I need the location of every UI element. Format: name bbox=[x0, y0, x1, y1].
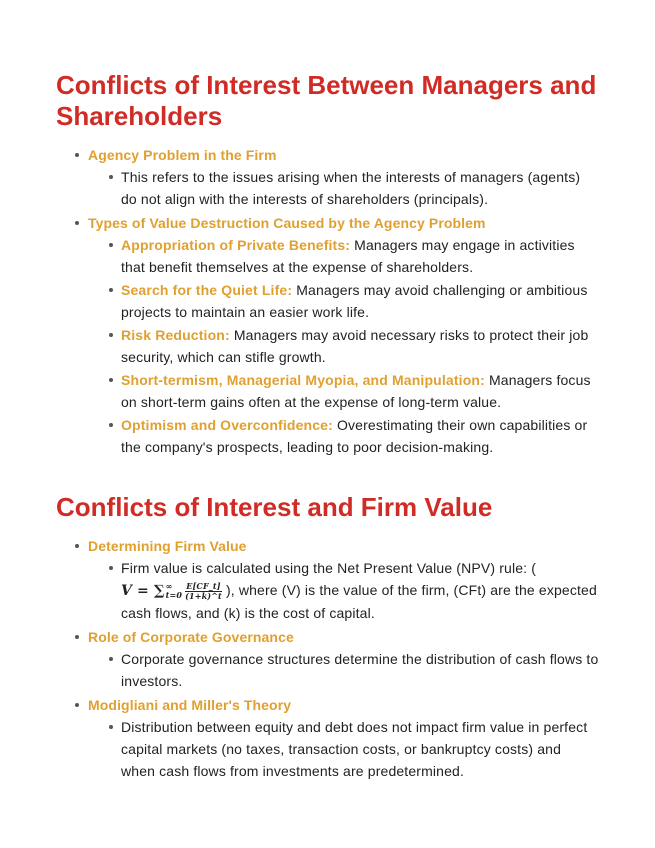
sub-item bbox=[88, 557, 599, 624]
sub-item-text: This refers to the issues arising when the interests of managers (agents) do not align with the interests of shareholders (principals). bbox=[121, 169, 581, 207]
section-heading: Conflicts of Interest and Firm Value bbox=[56, 492, 493, 522]
list-item bbox=[0, 144, 655, 210]
sub-item-text: Corporate governance structures determine the distribution of cash flows to investors. bbox=[121, 651, 599, 689]
sub-item-key: Appropriation of Private Benefits: bbox=[121, 237, 351, 253]
sub-item-text: Distribution between equity and debt does not impact firm value in perfect capital markets (no taxes, transaction costs, or bankruptcy costs) and when cash flows from investments are predetermined. bbox=[121, 719, 588, 779]
item-label: Determining Firm Value bbox=[88, 538, 247, 554]
sub-item-text: Overestimating their own capabilities or the company's prospects, leading to poor decision-making. bbox=[121, 417, 588, 455]
formula-sup: ∞ bbox=[165, 581, 173, 591]
section-heading: Conflicts of Interest Between Managers and Shareholders bbox=[56, 70, 597, 131]
sub-item-text: Firm value is calculated using the Net Present Value (NPV) rule: ( bbox=[121, 560, 537, 576]
item-label: Modigliani and Miller's Theory bbox=[88, 697, 292, 713]
sub-item bbox=[88, 279, 599, 323]
sub-item bbox=[88, 234, 599, 278]
sub-item-key: Short-termism, Managerial Myopia, and Manipulation: bbox=[121, 372, 485, 388]
sub-item-key: Optimism and Overconfidence: bbox=[121, 417, 333, 433]
sub-item-text: ), where (V) is the value of the firm, (CFt) are the expected cash flows, and (k) is the cost of capital. bbox=[121, 582, 597, 621]
list-item bbox=[0, 694, 655, 782]
formula-limits bbox=[166, 582, 182, 600]
sub-item bbox=[88, 414, 599, 458]
section-2-list bbox=[0, 535, 655, 782]
formula-fraction bbox=[185, 582, 222, 601]
sub-item bbox=[88, 369, 599, 413]
list-item bbox=[0, 535, 655, 624]
sub-item-key: Search for the Quiet Life: bbox=[121, 282, 293, 298]
formula-denominator: (1+k)^t bbox=[185, 590, 222, 601]
npv-formula bbox=[121, 580, 222, 601]
item-label: Role of Corporate Governance bbox=[88, 629, 294, 645]
formula-lhs: V = ∑ bbox=[121, 583, 165, 599]
section-1-list bbox=[0, 144, 655, 458]
list-item bbox=[0, 212, 655, 458]
sub-item-key: Risk Reduction: bbox=[121, 327, 230, 343]
sub-item bbox=[88, 716, 599, 782]
item-label: Agency Problem in the Firm bbox=[88, 147, 277, 163]
list-item bbox=[0, 626, 655, 692]
sub-item-text: Managers may engage in activities that benefit themselves at the expense of shareholders. bbox=[121, 237, 575, 275]
sub-item-text: Managers focus on short-term gains often at the expense of long-term value. bbox=[121, 372, 591, 410]
sub-item-text: Managers may avoid challenging or ambitious projects to maintain an easier work life. bbox=[121, 282, 588, 320]
item-label: Types of Value Destruction Caused by the Agency Problem bbox=[88, 215, 486, 231]
sub-item bbox=[88, 648, 599, 692]
sub-item-text: Managers may avoid necessary risks to protect their job security, which can stifle growth. bbox=[121, 327, 589, 365]
sub-item bbox=[88, 166, 599, 210]
formula-numerator: E[CF_t] bbox=[186, 580, 221, 591]
sub-item bbox=[88, 324, 599, 368]
formula-sub: t=0 bbox=[165, 590, 183, 600]
